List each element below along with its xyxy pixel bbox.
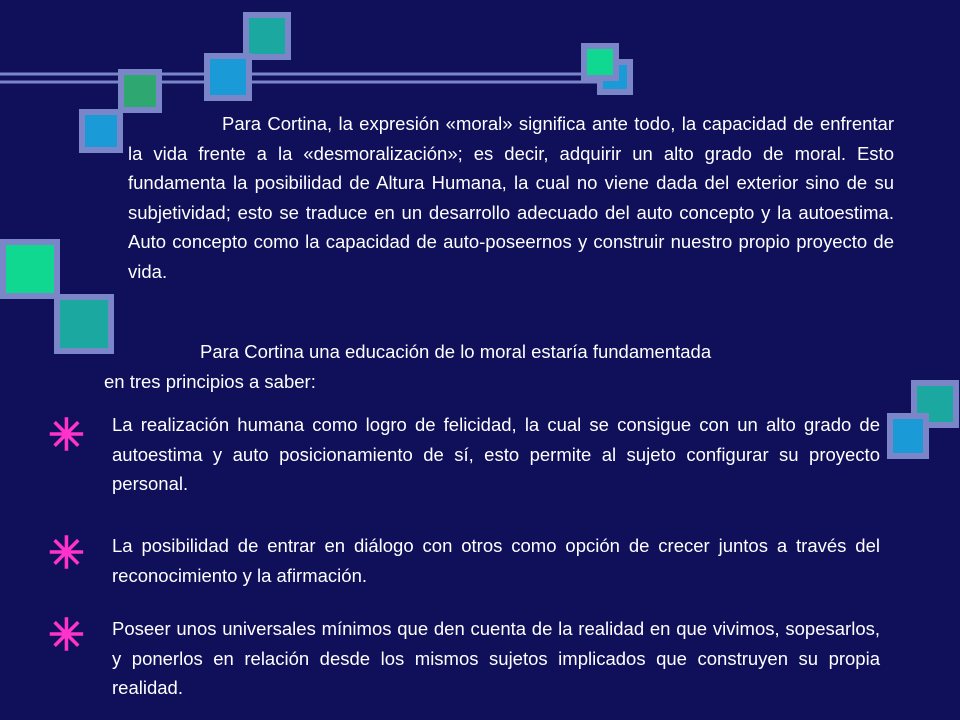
principle-item-1: La realización humana como logro de felicidad, la cual se consigue con un alto grado de autoestima y auto posicionamiento de sí, esto permite al sujeto configurar su proyecto personal. — [112, 414, 880, 494]
deco-square — [890, 416, 926, 456]
principle-item-3: Poseer unos universales mínimos que den cuenta de la realidad en que vivimos, sopesarlos, y ponerlos en relación desde los mismos sujetos implicados que construyen su propia realidad. — [112, 618, 880, 698]
deco-square — [3, 242, 57, 296]
deco-square — [207, 56, 249, 98]
asterisk-bullet-icon: ✳ — [48, 411, 85, 460]
deco-square — [82, 112, 120, 150]
deco-square — [246, 15, 288, 57]
asterisk-bullet-icon: ✳ — [48, 611, 85, 660]
intro-paragraph: Para Cortina, la expresión «moral» significa ante todo, la capacidad de enfrentar la vida frente a la «desmoralización»; es decir, adquirir un alto grado de moral. Esto fundamenta la posibilidad de Altura Humana, la cual no viene dada del exterior sino de su subjetividad; esto se traduce en un desarrollo adecuado del auto concepto y la autoestima. Auto concepto como la capacidad de auto-poseernos y construir nuestro propio proyecto de vida. — [128, 113, 894, 282]
deco-square — [121, 72, 159, 110]
principles-intro: Para Cortina una educación de lo moral estaría fundamentada en tres principios a saber: — [104, 341, 712, 392]
deco-square — [57, 297, 111, 351]
deco-square — [584, 46, 616, 78]
principle-item-2: La posibilidad de entrar en diálogo con otros como opción de crecer juntos a través del reconocimiento y la afirmación. — [112, 535, 880, 586]
asterisk-bullet-icon: ✳ — [48, 529, 85, 578]
